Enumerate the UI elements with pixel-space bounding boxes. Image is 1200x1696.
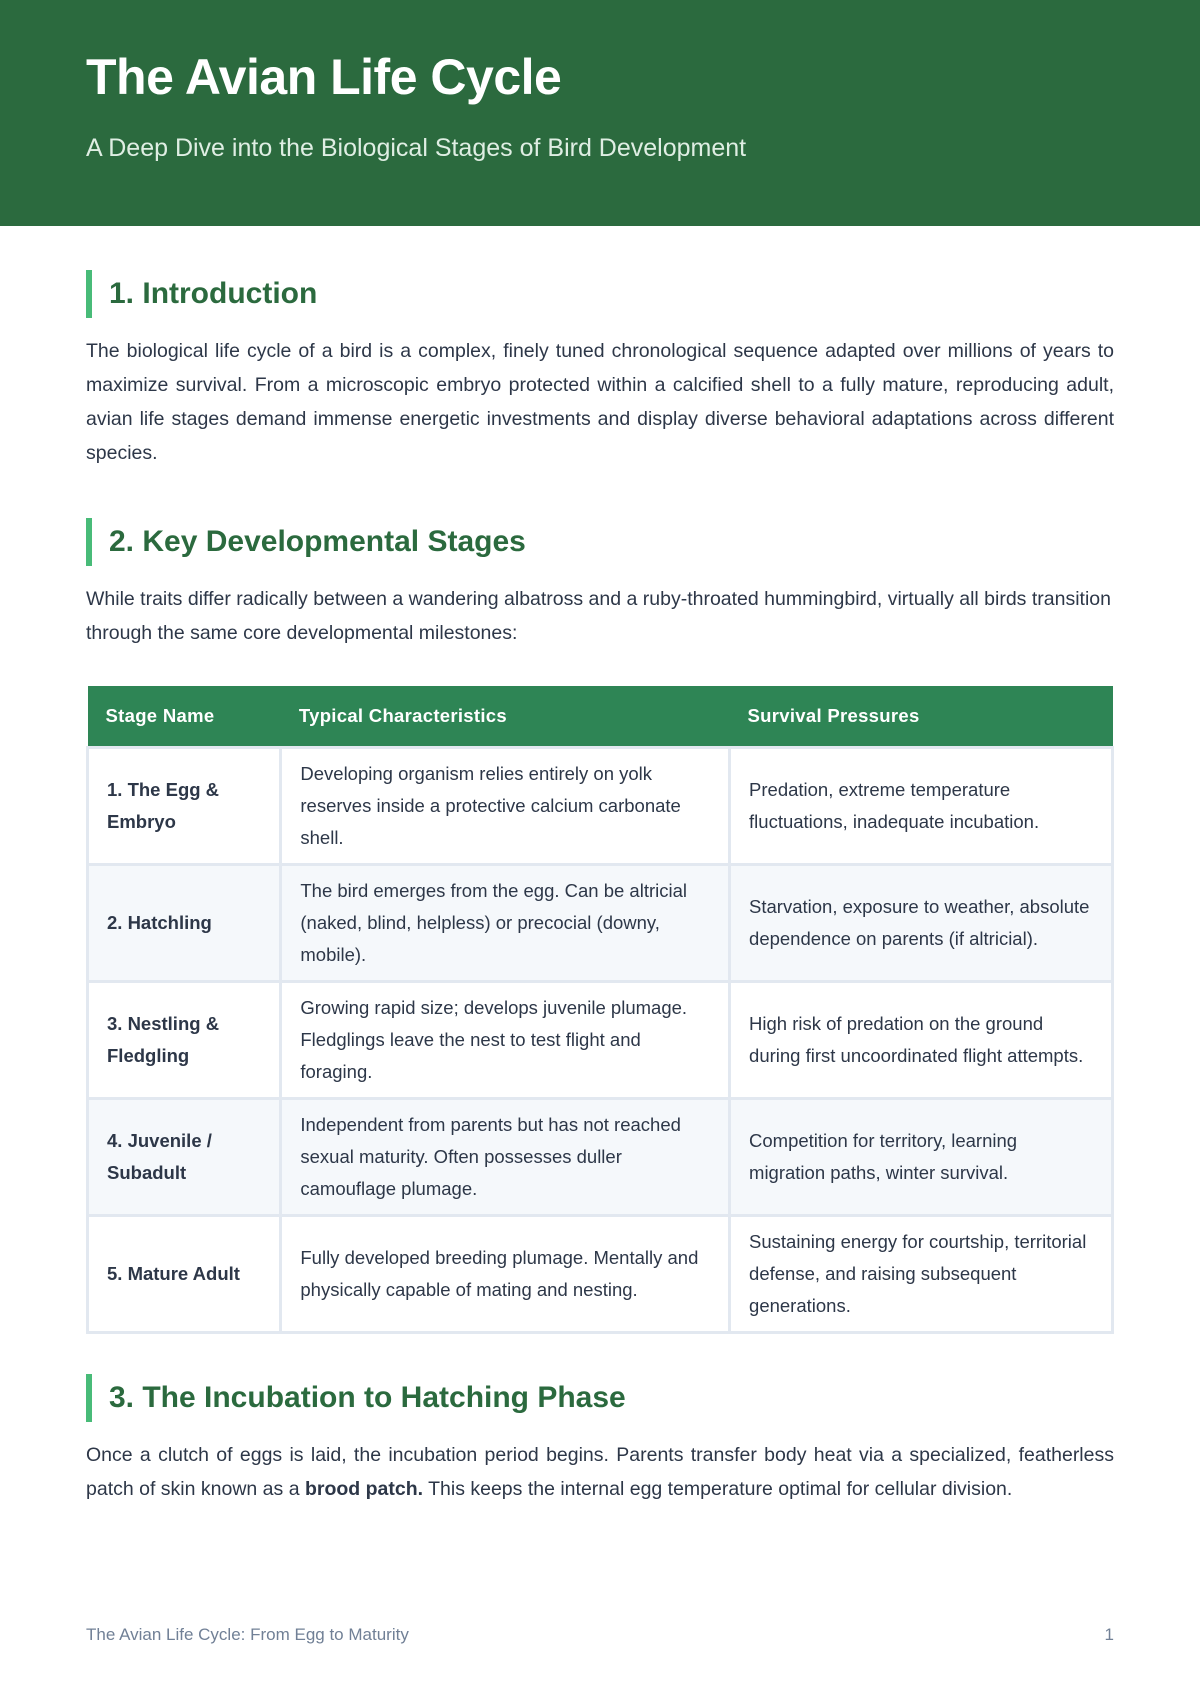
page-number: 1	[1104, 1625, 1114, 1644]
characteristics-cell: Growing rapid size; develops juvenile plumage. Fledglings leave the nest to test flight and foraging.	[281, 982, 730, 1099]
section-heading-stages: 2. Key Developmental Stages	[86, 518, 1114, 566]
column-header-survival-pressures: Survival Pressures	[730, 686, 1113, 748]
stage-name-cell: 5. Mature Adult	[88, 1216, 281, 1333]
survival-pressures-cell: Predation, extreme temperature fluctuations, inadequate incubation.	[730, 748, 1113, 865]
survival-pressures-cell: High risk of predation on the ground during first uncoordinated flight attempts.	[730, 982, 1113, 1099]
main-content	[0, 270, 1200, 1506]
page-title: The Avian Life Cycle	[86, 49, 562, 105]
table-row	[88, 1099, 1113, 1216]
brood-patch-term: brood patch.	[304, 1478, 424, 1500]
table-row	[88, 865, 1113, 982]
stage-name-cell: 4. Juvenile / Subadult	[88, 1099, 281, 1216]
stages-paragraph: While traits differ radically between a wandering albatross and a ruby-throated hummingbird, virtually all birds transition through the same core developmental milestones:	[86, 588, 1111, 644]
table-header-row	[88, 686, 1113, 748]
table-row	[88, 748, 1113, 865]
characteristics-cell: Developing organism relies entirely on yolk reserves inside a protective calcium carbonate shell.	[281, 748, 730, 865]
table-row	[88, 1216, 1113, 1333]
stage-name-cell: 2. Hatchling	[88, 865, 281, 982]
survival-pressures-cell: Sustaining energy for courtship, territorial defense, and raising subsequent generations.	[730, 1216, 1113, 1333]
survival-pressures-cell: Competition for territory, learning migration paths, winter survival.	[730, 1099, 1113, 1216]
page-subtitle: A Deep Dive into the Biological Stages of Bird Development	[86, 134, 747, 162]
section-heading-incubation: 3. The Incubation to Hatching Phase	[86, 1374, 1114, 1422]
characteristics-cell: Independent from parents but has not reached sexual maturity. Often possesses duller camouflage plumage.	[281, 1099, 730, 1216]
stage-name-cell: 1. The Egg & Embryo	[88, 748, 281, 865]
survival-pressures-cell: Starvation, exposure to weather, absolute dependence on parents (if altricial).	[730, 865, 1113, 982]
incubation-text-end: This keeps the internal egg temperature optimal for cellular division.	[423, 1478, 1013, 1500]
page-header	[0, 0, 1200, 226]
stages-table	[86, 686, 1114, 1334]
incubation-text-start: Once a clutch of eggs is laid, the incubation period begins. Parents transfer body heat via a specialized, featherless patch of skin known as a	[86, 1444, 1114, 1500]
characteristics-cell: The bird emerges from the egg. Can be altricial (naked, blind, helpless) or precocial (downy, mobile).	[281, 865, 730, 982]
table-row	[88, 982, 1113, 1099]
footer-title: The Avian Life Cycle: From Egg to Maturity	[86, 1625, 409, 1644]
characteristics-cell: Fully developed breeding plumage. Mentally and physically capable of mating and nesting.	[281, 1216, 730, 1333]
section-heading-introduction: 1. Introduction	[86, 270, 1114, 318]
stage-name-cell: 3. Nestling & Fledgling	[88, 982, 281, 1099]
introduction-paragraph: The biological life cycle of a bird is a complex, finely tuned chronological sequence adapted over millions of years to maximize survival. From a microscopic embryo protected within a calcified shell to a fully mature, reproducing adult, avian life stages demand immense energetic investments and display diverse behavioral adaptations across different species.	[86, 340, 1114, 464]
column-header-characteristics: Typical Characteristics	[281, 686, 730, 748]
incubation-paragraph	[86, 1438, 1114, 1506]
page-footer	[86, 1625, 1114, 1645]
column-header-stage-name: Stage Name	[88, 686, 281, 748]
